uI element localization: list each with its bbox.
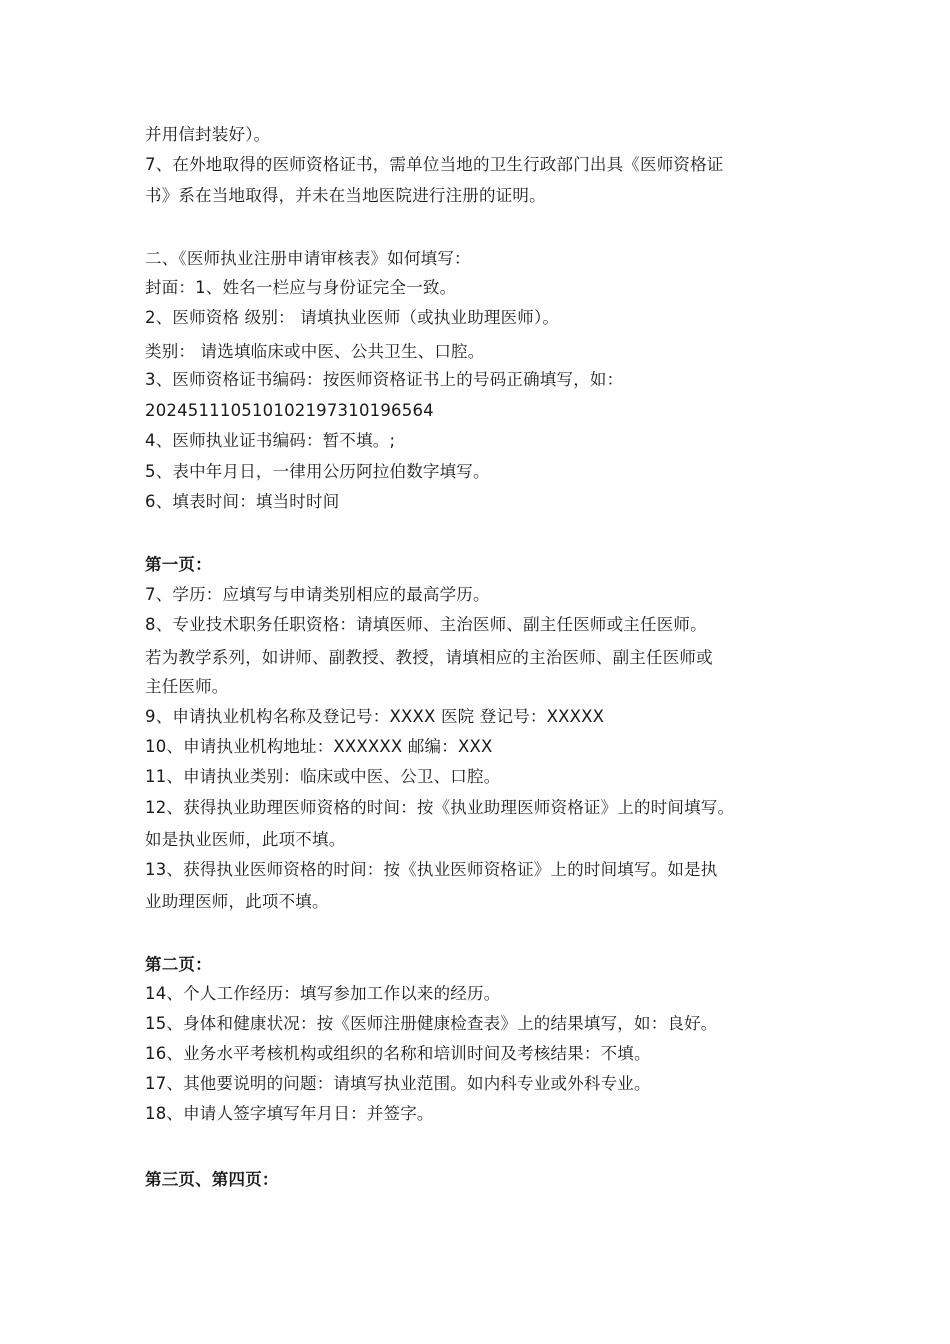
text-line: 11、申请执业类别：临床或中医、公卫、口腔。 <box>145 767 501 786</box>
text-line: 并用信封装好）。 <box>145 125 271 144</box>
text-line: 8、专业技术职务任职资格：请填医师、主治医师、副主任医师或主任医师。 <box>145 615 707 634</box>
text-line: 如是执业医师，此项不填。 <box>145 830 346 849</box>
text-line: 2、医师资格 级别： 请填执业医师（或执业助理医师）。 <box>145 308 560 327</box>
text-line: 业助理医师，此项不填。 <box>145 892 329 911</box>
text-line: 16、业务水平考核机构或组织的名称和培训时间及考核结果：不填。 <box>145 1044 651 1063</box>
text-line: 7、学历：应填写与申请类别相应的最高学历。 <box>145 585 490 604</box>
text-line: 10、申请执业机构地址：XXXXXX 邮编：XXX <box>145 737 493 756</box>
page-one-heading: 第一页： <box>145 555 212 574</box>
text-line: 12、获得执业助理医师资格的时间：按《执业助理医师资格证》上的时间填写。 <box>145 798 735 817</box>
page-three-four-heading: 第三页、第四页： <box>145 1170 279 1189</box>
certificate-number: 20245111051010219731019656​4 <box>145 401 434 420</box>
section-heading: 二、《医师执业注册申请审核表》如何填写： <box>145 249 471 268</box>
text-line: 3、医师资格证书编码：按医师资格证书上的号码正确填写，如： <box>145 370 624 389</box>
text-line: 14、个人工作经历：填写参加工作以来的经历。 <box>145 984 501 1003</box>
text-line: 6、填表时间：填当时时间 <box>145 492 340 511</box>
text-line: 13、获得执业医师资格的时间：按《执业医师资格证》上的时间填写。如是执 <box>145 860 718 879</box>
text-line: 18、申请人签字填写年月日：并签字。 <box>145 1104 434 1123</box>
text-line: 类别： 请选填临床或中医、公共卫生、口腔。 <box>145 342 485 361</box>
text-line: 7、在外地取得的医师资格证书，需单位当地的卫生行政部门出具《医师资格证 <box>145 155 724 174</box>
text-line: 5、表中年月日，一律用公历阿拉伯数字填写。 <box>145 462 490 481</box>
text-line: 主任医师。 <box>145 677 229 696</box>
text-line: 15、身体和健康状况：按《医师注册健康检查表》上的结果填写，如：良好。 <box>145 1014 718 1033</box>
text-line: 若为教学系列，如讲师、副教授、教授，请填相应的主治医师、副主任医师或 <box>145 648 713 667</box>
text-line: 17、其他要说明的问题：请填写执业范围。如内科专业或外科专业。 <box>145 1074 651 1093</box>
page-two-heading: 第二页： <box>145 955 212 974</box>
text-line: 封面：1、姓名一栏应与身份证完全一致。 <box>145 278 457 297</box>
text-line: 4、医师执业证书编码：暂不填。; <box>145 431 396 450</box>
text-line: 9、申请执业机构名称及登记号：XXXX 医院 登记号：XXXXX <box>145 707 605 726</box>
text-line: 书》系在当地取得，并未在当地医院进行注册的证明。 <box>145 186 546 205</box>
